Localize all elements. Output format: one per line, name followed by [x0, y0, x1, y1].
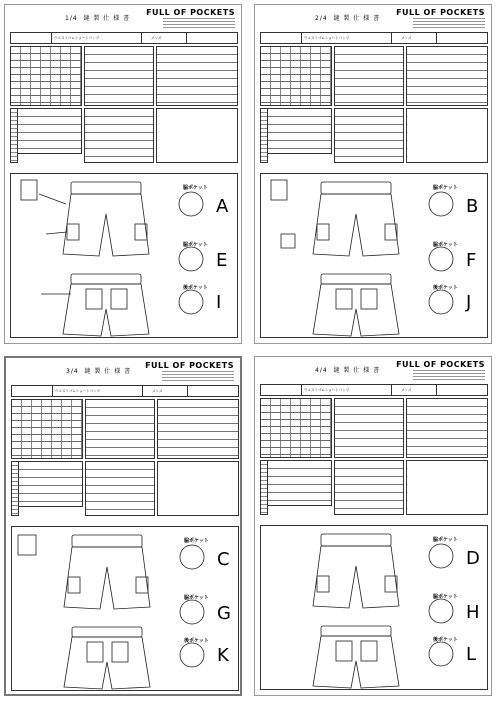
illustration-area [11, 526, 239, 691]
variant-letter: H [466, 602, 480, 623]
sewing-notes-box [406, 46, 488, 106]
brand-logo: FULL OF POCKETS [146, 8, 235, 17]
brand-address-text [413, 370, 485, 382]
brand-logo: FULL OF POCKETS [396, 360, 485, 369]
variant-letter: C [217, 549, 230, 570]
back-pocket-label: 後ポケット [183, 285, 208, 291]
remarks-box [406, 108, 488, 163]
variant-letter: I [216, 292, 222, 313]
side-pocket-label: 脇ポケット [433, 185, 458, 191]
page-title: 4/4 縫 製 仕 様 書 [315, 367, 381, 374]
side-pocket-label: 脇ポケット [183, 242, 208, 248]
page-title: 3/4 縫 製 仕 様 書 [66, 368, 132, 375]
spec-sheet-page-1 [4, 4, 242, 344]
side-pocket-label: 脇ポケット [433, 242, 458, 248]
header-row: ウエストゴムショートパンツ メンズ [260, 384, 488, 396]
variant-letter: F [466, 250, 477, 271]
side-pocket-label: 脇ポケット [433, 537, 458, 543]
remarks-box [157, 461, 239, 516]
page-title: 2/4 縫 製 仕 様 書 [315, 15, 381, 22]
spec-sheet-page-3 [4, 356, 242, 696]
variant-letter: K [217, 645, 229, 666]
side-pocket-label: 脇ポケット [184, 538, 209, 544]
size-table [11, 399, 83, 459]
sewing-notes-box [406, 398, 488, 458]
material-table [334, 46, 404, 106]
back-pocket-label: 後ポケット [184, 638, 209, 644]
variant-letter: D [466, 548, 480, 569]
trim-table [334, 108, 404, 163]
sewing-notes-box [156, 46, 238, 106]
illustration-area [260, 525, 488, 690]
notes-table [260, 460, 332, 506]
back-pocket-label: 後ポケット [433, 637, 458, 643]
side-stripe [10, 108, 18, 163]
variant-letter: A [216, 196, 229, 217]
side-stripe [260, 108, 268, 163]
variant-letter: J [466, 292, 472, 313]
illustration-area [260, 173, 488, 338]
notes-table [260, 108, 332, 154]
variant-letter: B [466, 196, 479, 217]
side-stripe [11, 461, 19, 516]
shorts-illustration [261, 174, 489, 339]
trim-table [84, 108, 154, 163]
side-pocket-label: 脇ポケット [433, 594, 458, 600]
variant-letter: G [217, 603, 231, 624]
size-table [10, 46, 82, 106]
header-row: ウエストゴムショートパンツ メンズ [10, 32, 238, 44]
size-table [260, 398, 332, 458]
shorts-illustration [261, 526, 489, 691]
side-pocket-label: 脇ポケット [184, 595, 209, 601]
header-row: ウエストゴムショートパンツ メンズ [11, 385, 239, 397]
trim-table [334, 460, 404, 515]
material-table [84, 46, 154, 106]
spec-sheet-page-2 [254, 4, 492, 344]
side-stripe [260, 460, 268, 515]
brand-address-text [413, 18, 485, 30]
brand-logo: FULL OF POCKETS [145, 361, 234, 370]
side-pocket-label: 脇ポケット [183, 185, 208, 191]
material-table [85, 399, 155, 459]
notes-table [10, 108, 82, 154]
notes-table [11, 461, 83, 507]
remarks-box [156, 108, 238, 163]
back-pocket-label: 後ポケット [433, 285, 458, 291]
size-table [260, 46, 332, 106]
variant-letter: E [216, 250, 228, 271]
spec-sheet-page-4 [254, 356, 492, 696]
variant-letter: L [466, 644, 477, 665]
brand-address-text [163, 18, 235, 30]
trim-table [85, 461, 155, 516]
sewing-notes-box [157, 399, 239, 459]
material-table [334, 398, 404, 458]
shorts-illustration [12, 527, 240, 692]
header-row: ウエストゴムショートパンツ メンズ [260, 32, 488, 44]
brand-logo: FULL OF POCKETS [396, 8, 485, 17]
shorts-illustration [11, 174, 239, 339]
brand-address-text [162, 371, 234, 383]
remarks-box [406, 460, 488, 515]
illustration-area [10, 173, 238, 338]
page-title: 1/4 縫 製 仕 様 書 [65, 15, 131, 22]
